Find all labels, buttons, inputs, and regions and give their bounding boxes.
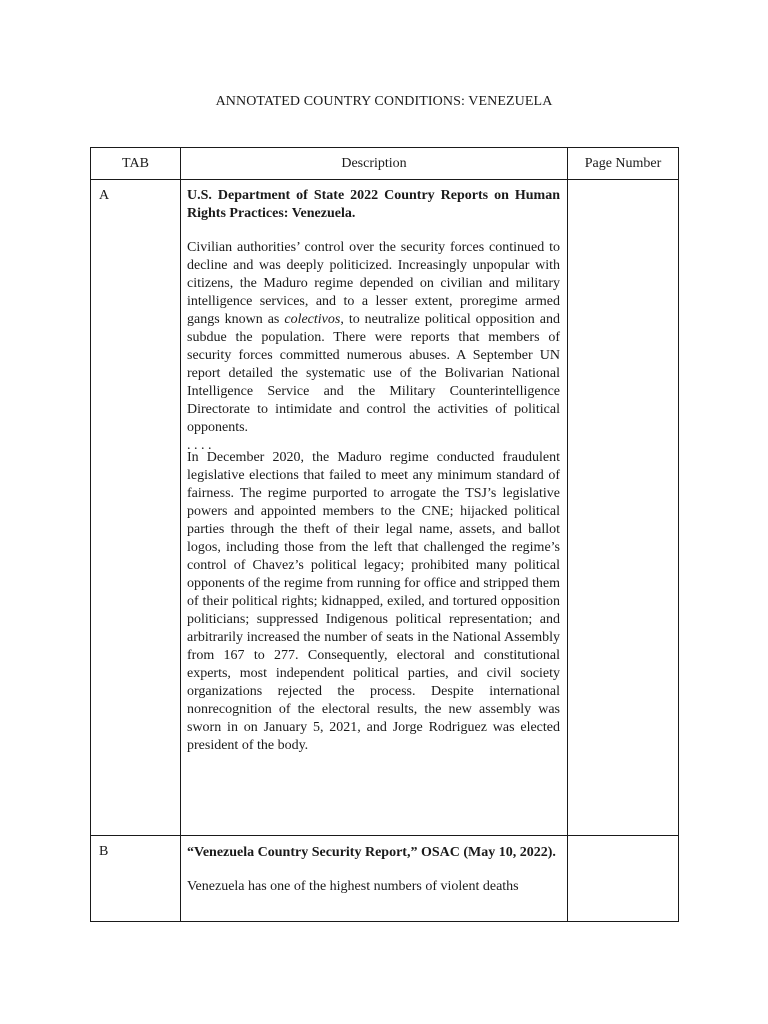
- page-title: ANNOTATED COUNTRY CONDITIONS: VENEZUELA: [215, 94, 553, 109]
- row-divider: [91, 835, 678, 836]
- row-divider: [91, 179, 678, 180]
- row-b-tab: B: [99, 844, 109, 859]
- header-tab: TAB: [122, 156, 149, 171]
- header-page-number: Page Number: [584, 156, 662, 171]
- row-a-source-title: U.S. Department of State 2022 Country Reports on Human Rights Practices: Venezuela.: [187, 188, 560, 221]
- country-conditions-table: [90, 147, 679, 922]
- row-a-paragraph-1: [187, 239, 560, 437]
- column-divider: [180, 148, 181, 921]
- row-a-description: [187, 187, 560, 755]
- row-b-paragraph-1: Venezuela has one of the highest numbers of violent deaths: [187, 879, 519, 894]
- row-a-paragraph-1-before: Civilian authorities’ control over the security forces continued to decline and was deeply politicized. Increasingly unpopular with citizens, the Maduro regime depended on civilian and military intelligence services, and to a lesser extent, proregime armed gangs known as: [187, 240, 560, 327]
- column-divider: [567, 148, 568, 921]
- row-b-description: [187, 844, 560, 896]
- row-a-paragraph-1-after: , to neutralize political opposition and subdue the population. There were reports that members of security forces committed numerous abuses. A September UN report detailed the systematic use of the Bolivarian National Intelligence Service and the Military Counterintelligence Directorate to intimidate and control the activities of political opponents.: [187, 312, 560, 435]
- row-a-paragraph-1-italic: colectivos: [284, 312, 341, 327]
- row-a-paragraph-2: In December 2020, the Maduro regime conducted fraudulent legislative elections that failed to meet any minimum standard of fairness. The regime purported to arrogate the TSJ’s legislative powers and appointed members to the CNE; hijacked political parties through the theft of their legal name, assets, and ballot logos, including those from the left that challenged the regime’s control of Chavez’s political legacy; prohibited many political opponents of the regime from running for office and stripped them of their political rights; kidnapped, exiled, and tortured opposition politicians; suppressed Indigenous political representation; and arbitrarily increased the number of seats in the National Assembly from 167 to 277. Consequently, electoral and constitutional experts, most independent political parties, and civil society organizations rejected the process. Despite international nonrecognition of the electoral results, the new assembly was sworn in on January 5, 2021, and Jorge Rodriguez was elected president of the body.: [187, 450, 560, 753]
- row-a-ellipsis: . . . .: [187, 438, 212, 453]
- row-b-source-title: “Venezuela Country Security Report,” OSAC (May 10, 2022).: [187, 845, 556, 860]
- header-description: Description: [341, 156, 407, 171]
- row-a-tab: A: [99, 188, 110, 203]
